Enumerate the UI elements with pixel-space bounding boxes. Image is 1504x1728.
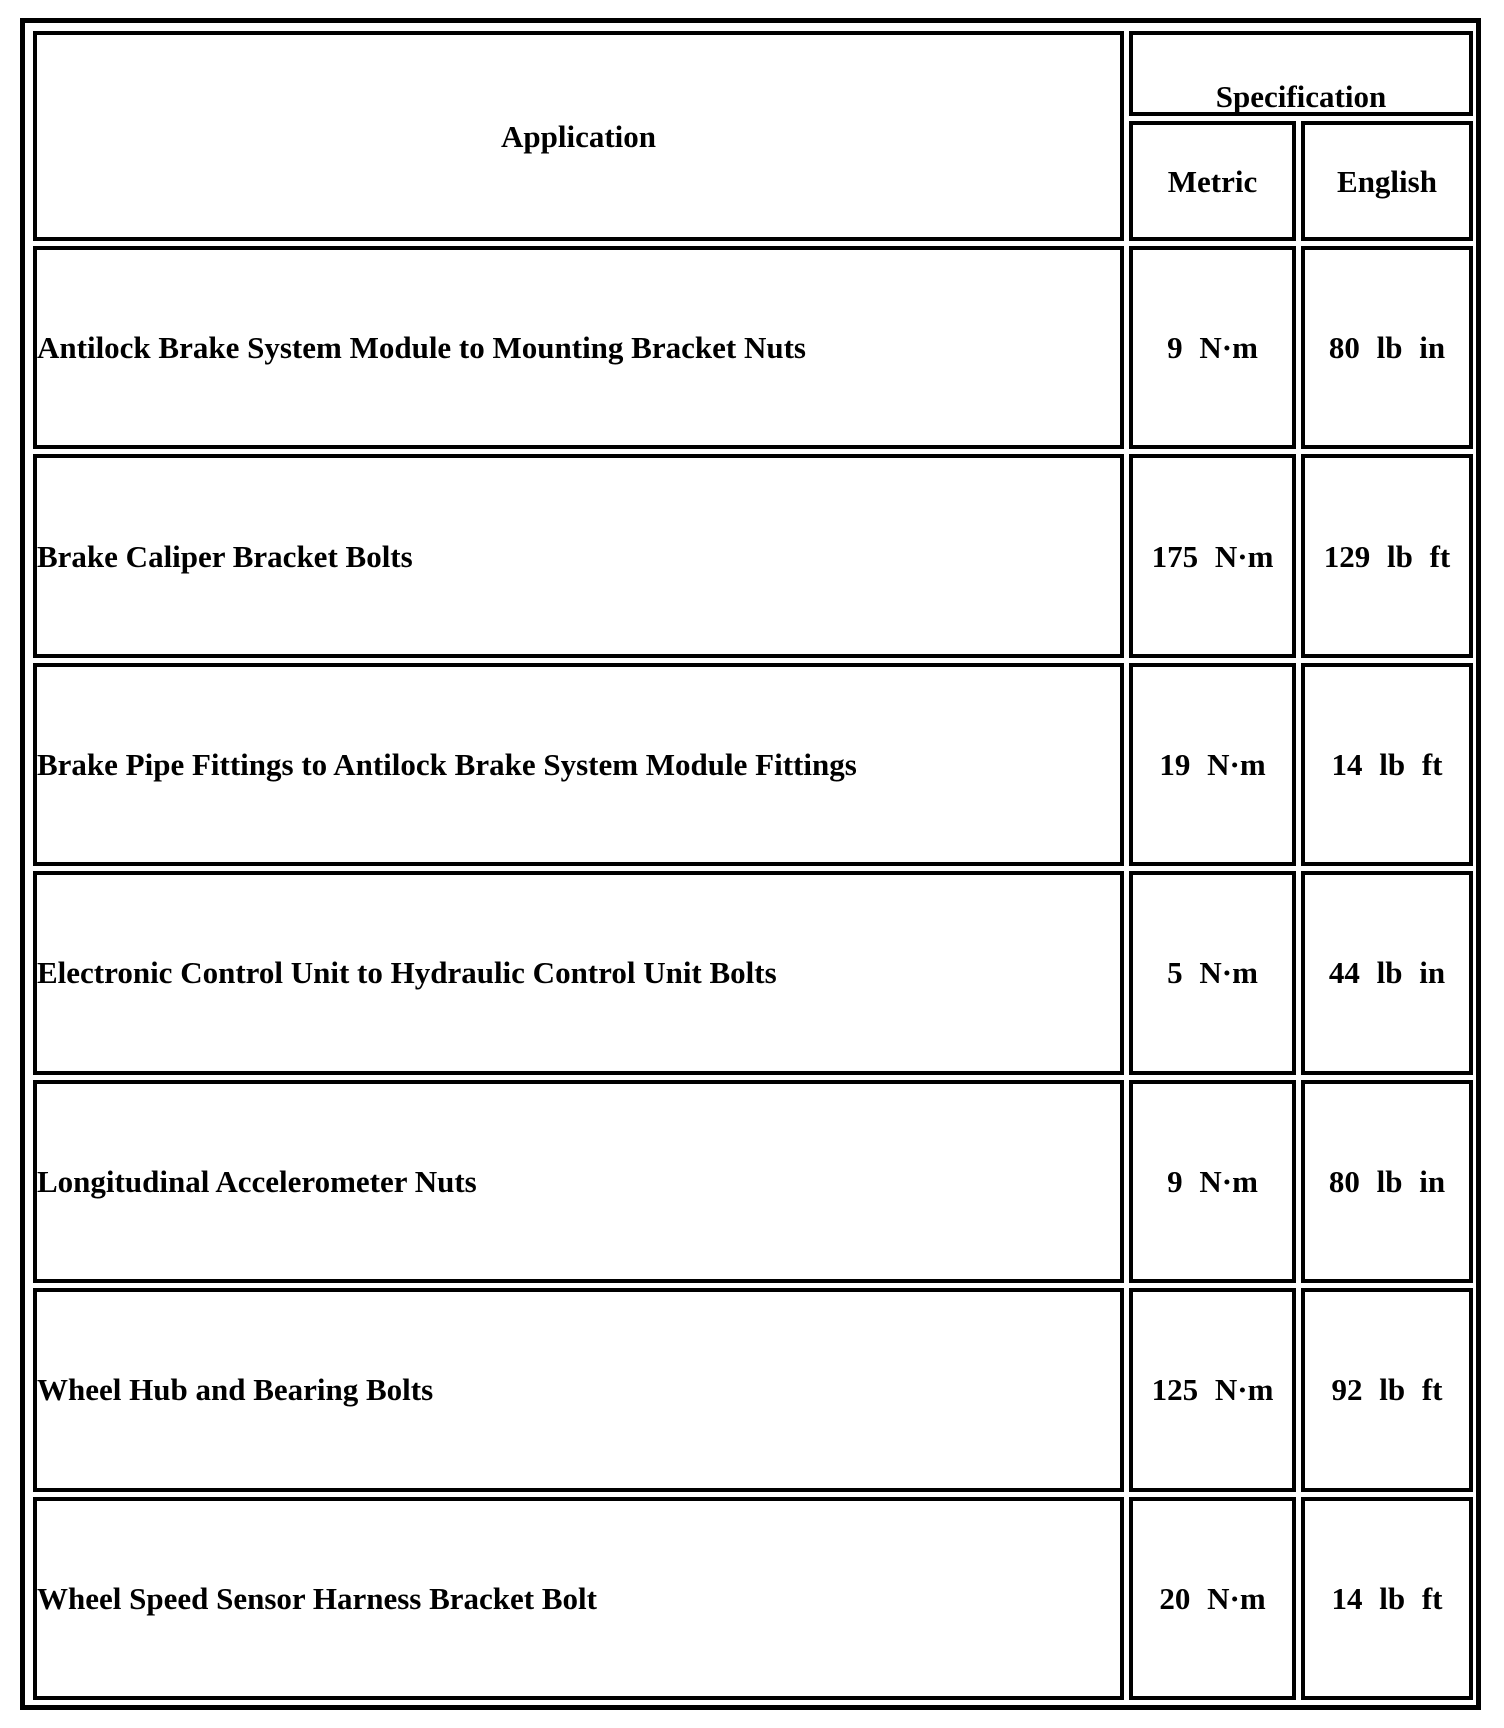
application-cell: Electronic Control Unit to Hydraulic Control Unit Bolts xyxy=(33,871,1124,1074)
application-cell: Wheel Hub and Bearing Bolts xyxy=(33,1288,1124,1491)
metric-column-header: Metric xyxy=(1129,121,1296,241)
english-cell: 129 lb ft xyxy=(1301,454,1473,657)
application-cell: Longitudinal Accelerometer Nuts xyxy=(33,1080,1124,1283)
metric-cell: 9 N·m xyxy=(1129,1080,1296,1283)
metric-cell: 19 N·m xyxy=(1129,663,1296,866)
application-cell: Brake Caliper Bracket Bolts xyxy=(33,454,1124,657)
metric-cell: 5 N·m xyxy=(1129,871,1296,1074)
table-row xyxy=(33,1497,1473,1700)
table-row xyxy=(33,246,1473,449)
application-cell: Wheel Speed Sensor Harness Bracket Bolt xyxy=(33,1497,1124,1700)
table-row xyxy=(33,1288,1473,1491)
english-cell: 92 lb ft xyxy=(1301,1288,1473,1491)
table-header xyxy=(33,31,1473,241)
metric-cell: 20 N·m xyxy=(1129,1497,1296,1700)
application-cell: Antilock Brake System Module to Mounting Bracket Nuts xyxy=(33,246,1124,449)
english-cell: 14 lb ft xyxy=(1301,1497,1473,1700)
english-column-header: English xyxy=(1301,121,1473,241)
english-cell: 14 lb ft xyxy=(1301,663,1473,866)
english-cell: 80 lb in xyxy=(1301,1080,1473,1283)
metric-cell: 125 N·m xyxy=(1129,1288,1296,1491)
specification-table-frame xyxy=(20,18,1481,1710)
table-row xyxy=(33,1080,1473,1283)
table-row xyxy=(33,454,1473,657)
metric-cell: 175 N·m xyxy=(1129,454,1296,657)
table-body xyxy=(33,246,1473,1700)
metric-cell: 9 N·m xyxy=(1129,246,1296,449)
specification-column-header: Specification xyxy=(1129,31,1473,116)
english-cell: 80 lb in xyxy=(1301,246,1473,449)
header-row-top xyxy=(33,31,1473,116)
fastener-specification-table xyxy=(28,26,1478,1705)
table-row xyxy=(33,871,1473,1074)
table-row xyxy=(33,663,1473,866)
application-cell: Brake Pipe Fittings to Antilock Brake System Module Fittings xyxy=(33,663,1124,866)
application-column-header: Application xyxy=(33,31,1124,241)
english-cell: 44 lb in xyxy=(1301,871,1473,1074)
